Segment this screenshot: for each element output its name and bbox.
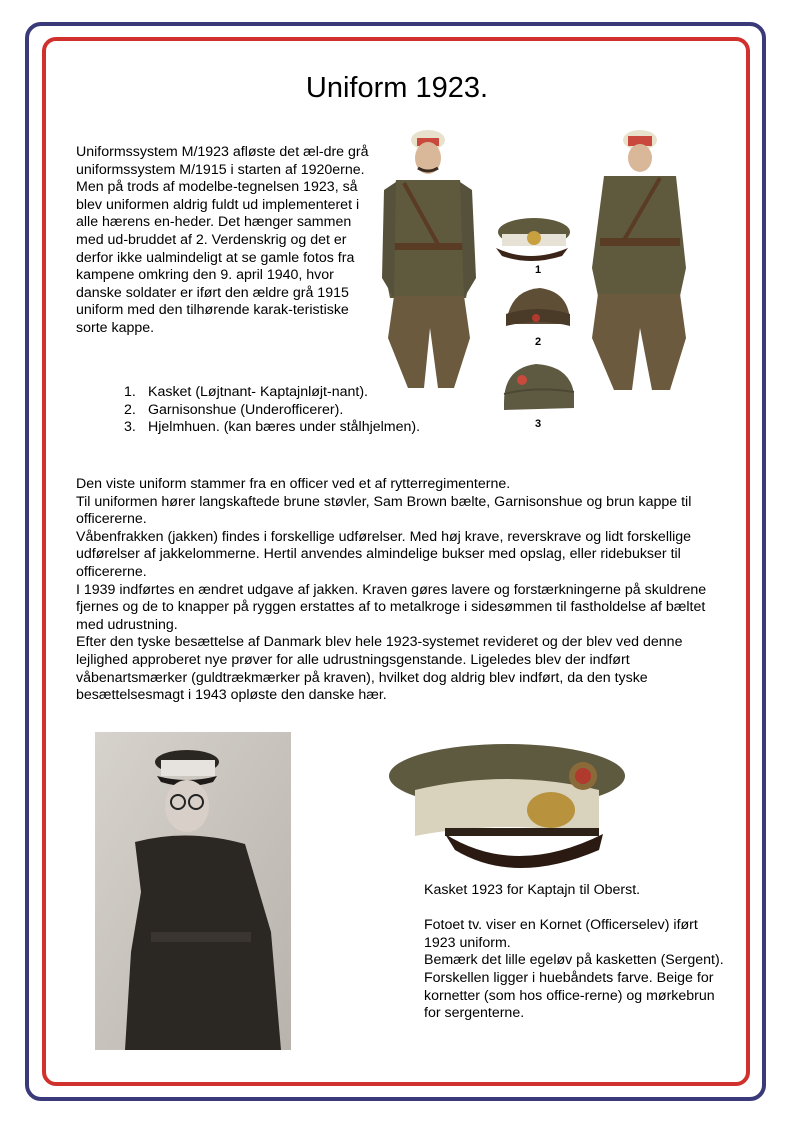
figure-label-1: 1	[535, 264, 542, 276]
garrison-cap-photo	[500, 284, 574, 336]
intro-paragraph: Uniformssystem M/1923 afløste det æl-dre grå uniformssystem M/1915 i starten af 1920erne. Men på trods af modelbe-tegnelsen 1923, så blev uniformen aldrig fuldt ud implementeret i alle hærens en-heder. Det hænger sammen med ud-bruddet af 2. Verdenskrig og det er derfor ikke ualmindeligt at se gamle fotos fra kampene omkring den 9. april 1940, hvor danske soldater er iført den ældre grå 1915 uniform med den tilhørende karak-teristiske sorte kappe.	[76, 144, 369, 336]
cadet-historic-photo	[95, 732, 291, 1050]
caption-title: Kasket 1923 for Kaptajn til Oberst.	[424, 882, 641, 898]
uniform-front-photo	[380, 128, 486, 400]
caption-text: Bemærk det lille egeløv på kasketten (Sergent). Forskellen ligger i huebåndets farve. Beige for kornetter (som hos office-rerne) og mørkebrun for sergenterne.	[424, 952, 724, 1022]
list-item: 3. Hjelmhuen. (kan bæres under stålhjelmen).	[124, 419, 421, 436]
body-paragraph: Efter den tyske besættelse af Danmark blev hele 1923-systemet revideret og der blev ved denne lejlighed approberet nye prøver for alle udrustningsgenstande. Ligeledes blev der indført våbenartsmærker (guldtrækmærker på kraven), hvilket dog aldrig blev indført, da den tyske besættelsesmagt i 1943 opløste den danske hær.	[76, 634, 683, 704]
list-item: 1. Kasket (Løjtnant- Kaptajnløjt-nant).	[124, 384, 369, 400]
main-body-text	[76, 476, 726, 705]
visor-cap-photo	[490, 212, 574, 264]
item-list	[76, 384, 496, 437]
figure-label-2: 2	[535, 336, 542, 348]
cap-caption	[424, 882, 724, 1023]
caption-text: Fotoet tv. viser en Kornet (Officerselev) iført 1923 uniform.	[424, 917, 698, 951]
figure-label-3: 3	[535, 418, 542, 430]
body-paragraph: Våbenfrakken (jakken) findes i forskellige udførelser. Med høj krave, reverskrave og lidt forskellige udførelser af jakkelommerne. Hertil anvendes almindelige bukser med opslag, eller ridebukser til officererne.	[76, 528, 692, 580]
body-paragraph: Til uniformen hører langskaftede brune støvler, Sam Brown bælte, Garnisonshue og brun kappe til officererne.	[76, 493, 692, 528]
helmet-cap-photo	[500, 358, 578, 416]
body-paragraph: Den viste uniform stammer fra en officer ved et af rytterregimenterne.	[76, 476, 511, 492]
page-title: Uniform 1923.	[305, 72, 489, 104]
body-paragraph: I 1939 indførtes en ændret udgave af jakken. Kraven gøres lavere og forstærkningerne på skuldrene fjernes og de to knapper på ryggen erstattes af to metalkroge i sidesømmen til fastholdelse af bæltet med udrustning.	[76, 581, 707, 633]
list-item: 2. Garnisonshue (Underofficerer).	[124, 401, 344, 418]
officer-cap-large-photo	[385, 738, 627, 876]
uniform-back-photo	[584, 128, 694, 400]
